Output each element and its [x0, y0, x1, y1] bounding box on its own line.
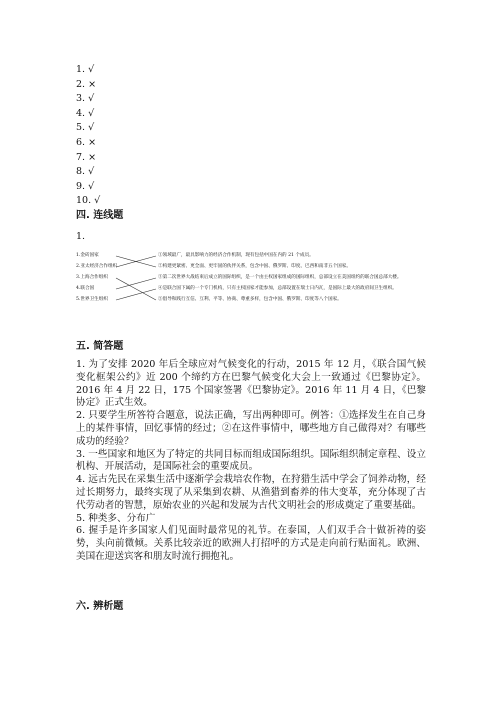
section-heading-analysis: 六. 辨析题: [76, 601, 124, 612]
answer-number: 3.: [76, 93, 86, 105]
answer-mark: ×: [88, 136, 97, 148]
short-answer-list: [76, 359, 426, 564]
matching-right-item: ③第二次世界大战结束后成立的国际组织，是一个由主权国家组成的国际组织，总部设立在美国纽约的联合国总部大楼。: [158, 275, 402, 280]
answer-mark: √: [88, 166, 95, 178]
answer-row: [76, 92, 100, 107]
answer-row: [76, 78, 100, 93]
answer-row: [76, 107, 100, 122]
answer-mark: ×: [88, 151, 97, 163]
answer-number: 10.: [76, 195, 92, 207]
matching-left-item: 1.金砖国家: [76, 253, 99, 258]
matching-right-item: ②构建更紧密、更全面、更牢固的伙伴关系，包含中国、俄罗斯、印度、巴西和南非五个国家。: [158, 264, 351, 269]
answer-mark: √: [88, 180, 95, 192]
answer-row: [76, 165, 100, 180]
matching-left-item: 4.联合国: [76, 286, 95, 291]
answer-number: 2.: [76, 78, 86, 90]
answer-mark: √: [88, 107, 95, 119]
matching-left-item: 3.上海合作组织: [76, 275, 108, 280]
answer-number: 7.: [76, 151, 86, 163]
matching-diagram: [76, 252, 436, 322]
answer-paragraph: 1. 为了安排 2020 年后全球应对气候变化的行动，2015 年 12 月，《联合国气候变化框架公约》近 200 个缔约方在巴黎气候变化大会上一致通过《巴黎协定》。2016 年 4 月 22 日，175 个国家签署《巴黎协定》。2016 年 11 月 4 日，《巴黎协定》正式生效。: [76, 359, 426, 409]
answer-mark: √: [94, 195, 101, 207]
matching-left-item: 2.亚太经济合作组织: [76, 264, 118, 269]
section-heading-matching: 四. 连线题: [76, 210, 124, 221]
matching-right-item: ⑤倡导和践行互信、互利、平等、协商、尊重多样，包含中国、俄罗斯、印度等八个国家。: [158, 297, 342, 302]
answer-number: 8.: [76, 166, 86, 178]
answer-number: 4.: [76, 107, 86, 119]
matching-right-item: ④是联合国下属的一个专门机构，只有主权国家才能参加，总部设置在瑞士日内瓦，是国际上最大的政府间卫生组织。: [158, 286, 397, 291]
true-false-answer-list: [76, 63, 100, 209]
answer-row: [76, 180, 100, 195]
answer-paragraph: 3. 一些国家和地区为了特定的共同目标而组成国际组织。国际组织制定章程、设立机构、开展活动，是国际社会的重要成员。: [76, 448, 426, 473]
answer-row: [76, 136, 100, 151]
answer-number: 9.: [76, 180, 86, 192]
answer-mark: √: [88, 64, 95, 75]
answer-paragraph: 5. 种类多、分布广: [76, 512, 156, 524]
answer-number: 5.: [76, 122, 86, 134]
section-heading-short-answer: 五. 简答题: [76, 341, 124, 352]
answer-mark: √: [88, 93, 95, 105]
answer-number: 1.: [76, 64, 86, 75]
answer-row: [76, 121, 100, 136]
answer-row: [76, 151, 100, 166]
answer-mark: ×: [88, 78, 97, 90]
matching-right-item: ①领域最广，最具影响力的经济合作机制，现有包括中国在内的 21 个成员。: [158, 253, 314, 258]
question-number: 1.: [76, 231, 86, 242]
answer-row: [76, 63, 100, 78]
answer-paragraph: 2. 只要学生所答符合题意，说法正确，写出两种即可。例答：①选择发生在自己身上的某件事情，回忆事情的经过；②在这件事情中，哪些地方自己做得对？有哪些成功的经验？: [76, 410, 426, 447]
answer-mark: √: [88, 122, 95, 134]
answer-paragraph: 4. 远古先民在采集生活中逐渐学会栽培农作物，在狩猎生活中学会了饲养动物，经过长期努力，最终实现了从采集到农耕、从渔猎到畜养的伟大变革，充分体现了古代劳动者的智慧，原始农业的兴起和发展为古代文明社会的形成奠定了重要基础。: [76, 474, 426, 511]
answer-number: 6.: [76, 136, 86, 148]
answer-paragraph: 6. 握手是许多国家人们见面时最常见的礼节。在泰国，人们双手合十做祈祷的姿势，头向前微倾。关系比较亲近的欧洲人打招呼的方式是走向前行贴面礼。欧洲、美国在迎送宾客和朋友时流行拥抱礼。: [76, 525, 426, 562]
matching-left-item: 5.世界卫生组织: [76, 297, 108, 302]
